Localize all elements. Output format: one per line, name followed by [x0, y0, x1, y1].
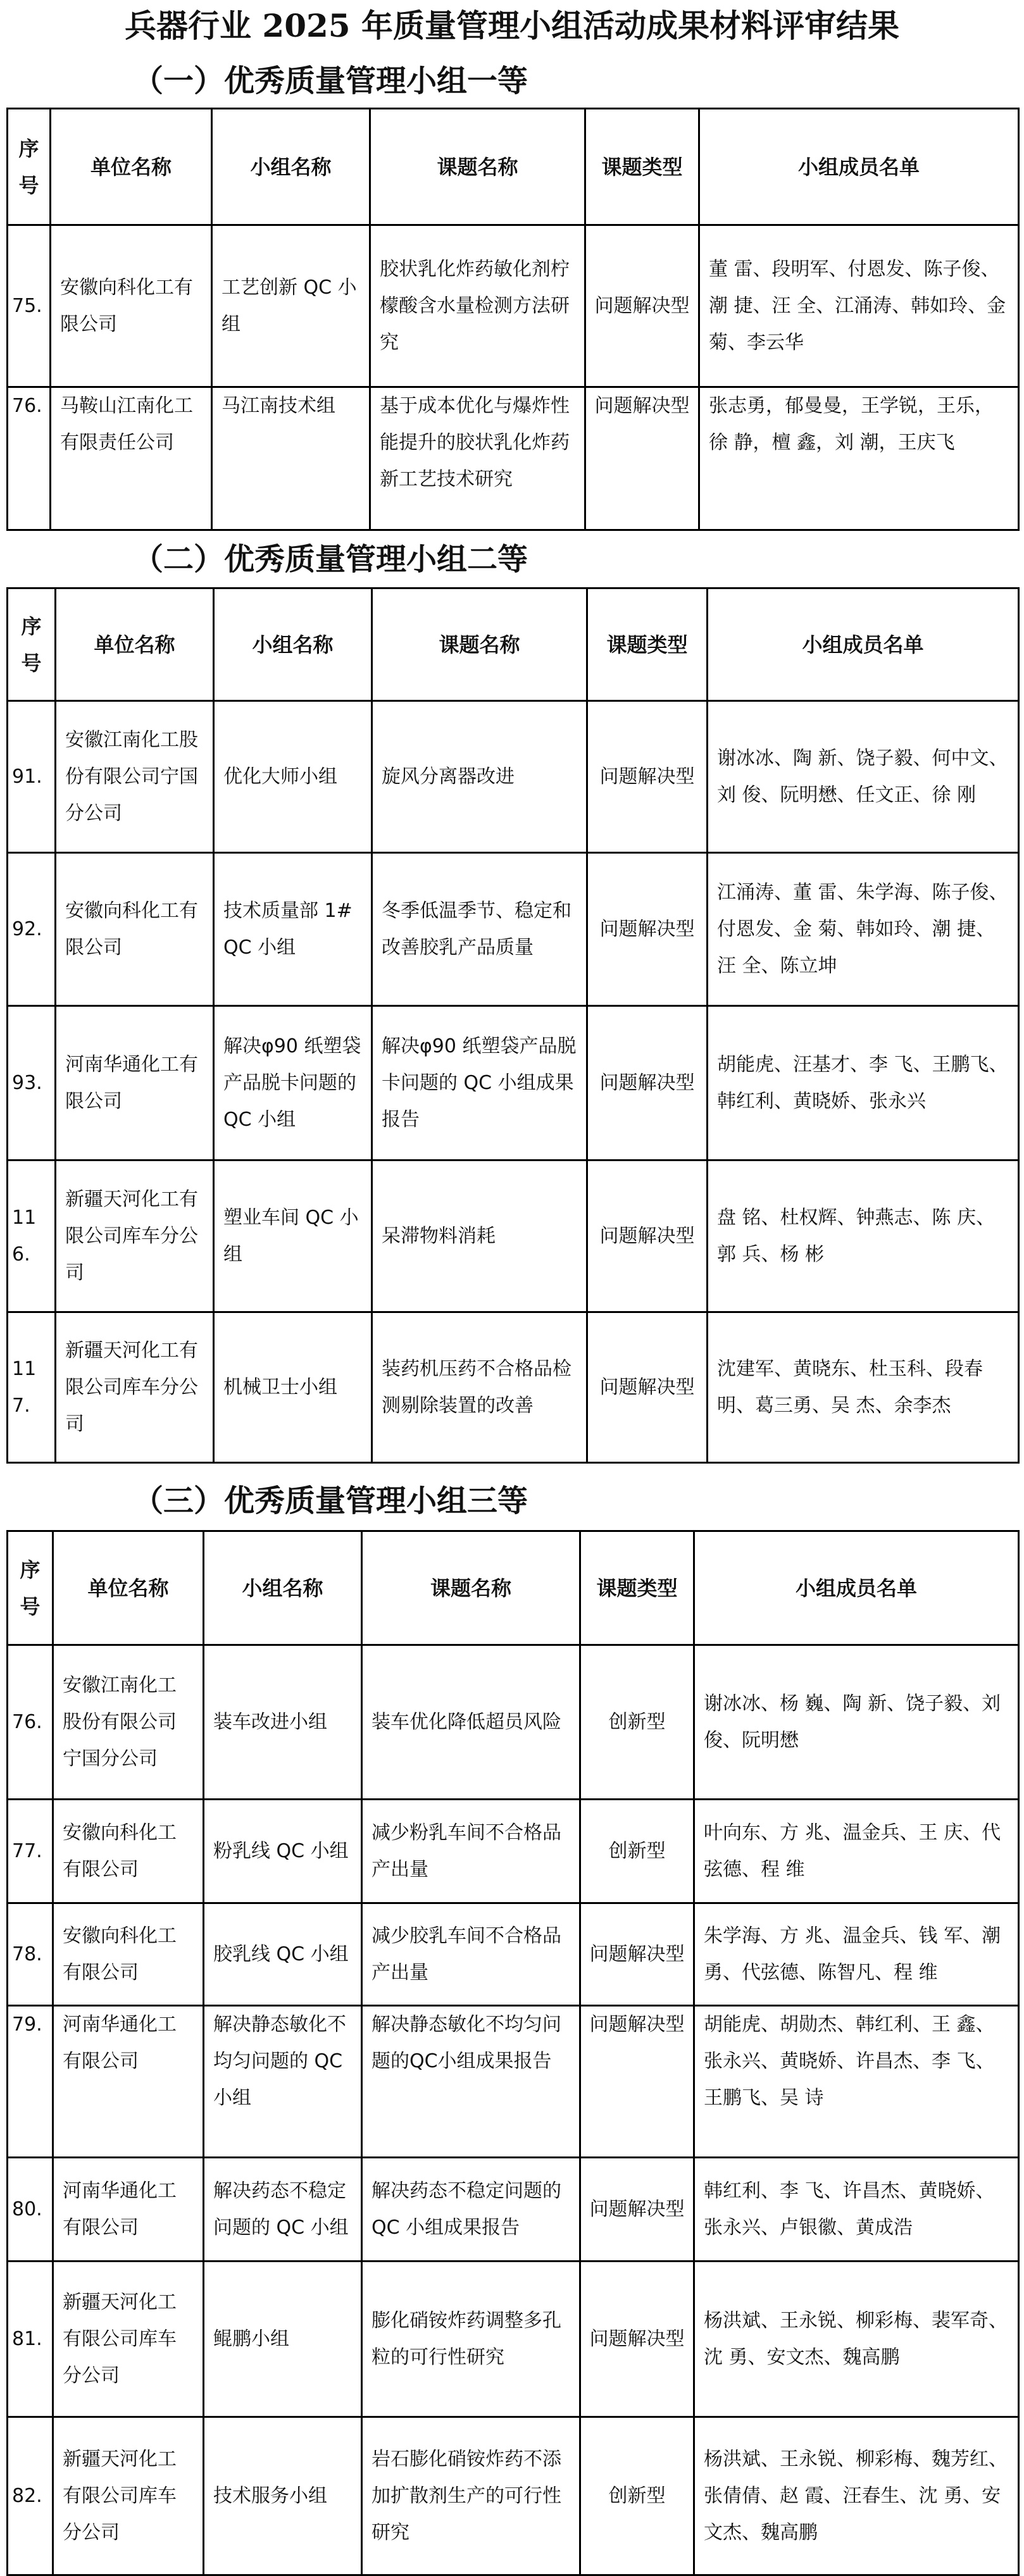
row-unit: 马鞍山江南化工有限责任公司	[51, 387, 212, 530]
row-members: 韩红利、李 飞、许昌杰、黄晓娇、张永兴、卢银徽、黄成浩	[694, 2158, 1019, 2262]
row-unit: 新疆天河化工有限公司库车分公司	[56, 1312, 214, 1463]
row-no: 117.	[8, 1312, 56, 1463]
table-row	[8, 1006, 1019, 1160]
row-unit: 安徽向科化工有限公司	[51, 225, 212, 387]
row-no: 116.	[8, 1160, 56, 1312]
results-table-third-prize	[6, 1530, 1020, 2576]
table-row	[8, 225, 1019, 387]
row-type: 创新型	[580, 1800, 694, 1903]
row-members: 盘 铭、杜权辉、钟燕志、陈 庆、郭 兵、杨 彬	[708, 1160, 1019, 1312]
row-members: 朱学海、方 兆、温金兵、钱 军、潮 勇、代弦德、陈智凡、程 维	[694, 1903, 1019, 2006]
results-table-second-prize	[6, 587, 1020, 1464]
row-group: 塑业车间 QC 小组	[214, 1160, 372, 1312]
results-table-first-prize	[6, 108, 1020, 531]
header-no: 序号	[8, 1531, 53, 1645]
row-unit: 河南华通化工有限公司	[53, 2006, 204, 2158]
table-row	[8, 2262, 1019, 2417]
header-members: 小组成员名单	[694, 1531, 1019, 1645]
header-type: 课题类型	[587, 588, 708, 701]
page-title: 兵器行业 2025 年质量管理小组活动成果材料评审结果	[125, 7, 899, 44]
row-unit: 新疆天河化工有限公司库车分公司	[53, 2417, 204, 2575]
row-unit: 河南华通化工有限公司	[56, 1006, 214, 1160]
header-no: 序号	[8, 109, 51, 225]
row-no: 93.	[8, 1006, 56, 1160]
row-no: 77.	[8, 1800, 53, 1903]
row-type: 问题解决型	[580, 1903, 694, 2006]
row-topic: 岩石膨化硝铵炸药不添加扩散剂生产的可行性研究	[362, 2417, 580, 2575]
row-topic: 解决φ90 纸塑袋产品脱卡问题的 QC 小组成果报告	[372, 1006, 587, 1160]
header-unit: 单位名称	[51, 109, 212, 225]
row-type: 问题解决型	[585, 225, 699, 387]
header-group: 小组名称	[204, 1531, 362, 1645]
row-group: 解决静态敏化不均匀问题的 QC 小组	[204, 2006, 362, 2158]
row-no: 76.	[8, 1645, 53, 1800]
row-topic: 旋风分离器改进	[372, 701, 587, 853]
row-topic: 基于成本优化与爆炸性能提升的胶状乳化炸药新工艺技术研究	[370, 387, 585, 530]
table-header-row	[8, 1531, 1019, 1645]
row-type: 问题解决型	[580, 2006, 694, 2158]
row-type: 问题解决型	[587, 853, 708, 1006]
row-members: 张志勇，郁曼曼，王学锐，王乐，徐 静，檀 鑫，刘 潮，王庆飞	[699, 387, 1019, 530]
row-no: 81.	[8, 2262, 53, 2417]
row-group: 解决药态不稳定问题的 QC 小组	[204, 2158, 362, 2262]
row-no: 82.	[8, 2417, 53, 2575]
row-unit: 安徽向科化工有限公司	[56, 853, 214, 1006]
table-row	[8, 2417, 1019, 2575]
header-topic: 课题名称	[370, 109, 585, 225]
row-members: 董 雷、段明军、付恩发、陈子俊、潮 捷、汪 全、江涌涛、韩如玲、金 菊、李云华	[699, 225, 1019, 387]
row-unit: 安徽向科化工有限公司	[53, 1800, 204, 1903]
table-row	[8, 1312, 1019, 1463]
table-row	[8, 1160, 1019, 1312]
row-topic: 呆滞物料消耗	[372, 1160, 587, 1312]
section-title-third-prize: （三）优秀质量管理小组三等	[133, 1483, 528, 1519]
row-type: 问题解决型	[587, 1312, 708, 1463]
row-members: 江涌涛、董 雷、朱学海、陈子俊、付恩发、金 菊、韩如玲、潮 捷、汪 全、陈立坤	[708, 853, 1019, 1006]
table-row	[8, 853, 1019, 1006]
row-type: 问题解决型	[587, 701, 708, 853]
row-topic: 解决药态不稳定问题的 QC 小组成果报告	[362, 2158, 580, 2262]
row-topic: 装车优化降低超员风险	[362, 1645, 580, 1800]
row-group: 粉乳线 QC 小组	[204, 1800, 362, 1903]
row-members: 谢冰冰、陶 新、饶子毅、何中文、刘 俊、阮明懋、任文正、徐 刚	[708, 701, 1019, 853]
header-type: 课题类型	[580, 1531, 694, 1645]
table-row	[8, 1903, 1019, 2006]
row-type: 问题解决型	[585, 387, 699, 530]
header-unit: 单位名称	[53, 1531, 204, 1645]
header-type: 课题类型	[585, 109, 699, 225]
table-row	[8, 701, 1019, 853]
row-topic: 胶状乳化炸药敏化剂柠檬酸含水量检测方法研究	[370, 225, 585, 387]
row-type: 问题解决型	[580, 2158, 694, 2262]
table-header-row	[8, 588, 1019, 701]
row-topic: 冬季低温季节、稳定和改善胶乳产品质量	[372, 853, 587, 1006]
row-members: 杨洪斌、王永锐、柳彩梅、裴军奇、沈 勇、安文杰、魏高鹏	[694, 2262, 1019, 2417]
row-unit: 新疆天河化工有限公司库车分公司	[53, 2262, 204, 2417]
row-group: 技术质量部 1# QC 小组	[214, 853, 372, 1006]
header-group: 小组名称	[214, 588, 372, 701]
row-unit: 安徽江南化工股份有限公司宁国分公司	[53, 1645, 204, 1800]
row-type: 创新型	[580, 1645, 694, 1800]
header-unit: 单位名称	[56, 588, 214, 701]
table-row	[8, 2158, 1019, 2262]
row-type: 问题解决型	[587, 1160, 708, 1312]
table-row	[8, 2006, 1019, 2158]
row-no: 78.	[8, 1903, 53, 2006]
row-group: 技术服务小组	[204, 2417, 362, 2575]
row-topic: 膨化硝铵炸药调整多孔粒的可行性研究	[362, 2262, 580, 2417]
row-no: 92.	[8, 853, 56, 1006]
row-no: 75.	[8, 225, 51, 387]
row-type: 问题解决型	[587, 1006, 708, 1160]
row-members: 胡能虎、胡勋杰、韩红利、王 鑫、张永兴、黄晓娇、许昌杰、李 飞、王鹏飞、吴 诗	[694, 2006, 1019, 2158]
row-group: 工艺创新 QC 小组	[212, 225, 370, 387]
row-topic: 减少胶乳车间不合格品产出量	[362, 1903, 580, 2006]
header-members: 小组成员名单	[708, 588, 1019, 701]
section-title-first-prize: （一）优秀质量管理小组一等	[133, 63, 528, 99]
row-topic: 装药机压药不合格品检测剔除装置的改善	[372, 1312, 587, 1463]
header-topic: 课题名称	[372, 588, 587, 701]
row-group: 鲲鹏小组	[204, 2262, 362, 2417]
row-members: 杨洪斌、王永锐、柳彩梅、魏芳红、张倩倩、赵 霞、汪春生、沈 勇、安文杰、魏高鹏	[694, 2417, 1019, 2575]
row-no: 79.	[8, 2006, 53, 2158]
section-title-second-prize: （二）优秀质量管理小组二等	[133, 542, 528, 577]
header-group: 小组名称	[212, 109, 370, 225]
row-unit: 河南华通化工有限公司	[53, 2158, 204, 2262]
row-type: 问题解决型	[580, 2262, 694, 2417]
row-group: 解决φ90 纸塑袋产品脱卡问题的 QC 小组	[214, 1006, 372, 1160]
row-unit: 安徽向科化工有限公司	[53, 1903, 204, 2006]
header-topic: 课题名称	[362, 1531, 580, 1645]
table-header-row	[8, 109, 1019, 225]
row-type: 创新型	[580, 2417, 694, 2575]
row-members: 沈建军、黄晓东、杜玉科、段春明、葛三勇、吴 杰、余李杰	[708, 1312, 1019, 1463]
header-members: 小组成员名单	[699, 109, 1019, 225]
row-group: 机械卫士小组	[214, 1312, 372, 1463]
table-row	[8, 387, 1019, 530]
row-no: 91.	[8, 701, 56, 853]
row-members: 谢冰冰、杨 巍、陶 新、饶子毅、刘 俊、阮明懋	[694, 1645, 1019, 1800]
row-group: 优化大师小组	[214, 701, 372, 853]
header-no: 序号	[8, 588, 56, 701]
row-members: 叶向东、方 兆、温金兵、王 庆、代弦德、程 维	[694, 1800, 1019, 1903]
row-no: 80.	[8, 2158, 53, 2262]
row-topic: 解决静态敏化不均匀问题的QC小组成果报告	[362, 2006, 580, 2158]
table-row	[8, 1645, 1019, 1800]
row-no: 76.	[8, 387, 51, 530]
row-group: 胶乳线 QC 小组	[204, 1903, 362, 2006]
row-group: 马江南技术组	[212, 387, 370, 530]
row-group: 装车改进小组	[204, 1645, 362, 1800]
row-topic: 减少粉乳车间不合格品产出量	[362, 1800, 580, 1903]
row-unit: 新疆天河化工有限公司库车分公司	[56, 1160, 214, 1312]
row-members: 胡能虎、汪基才、李 飞、王鹏飞、韩红利、黄晓娇、张永兴	[708, 1006, 1019, 1160]
table-row	[8, 1800, 1019, 1903]
row-unit: 安徽江南化工股份有限公司宁国分公司	[56, 701, 214, 853]
